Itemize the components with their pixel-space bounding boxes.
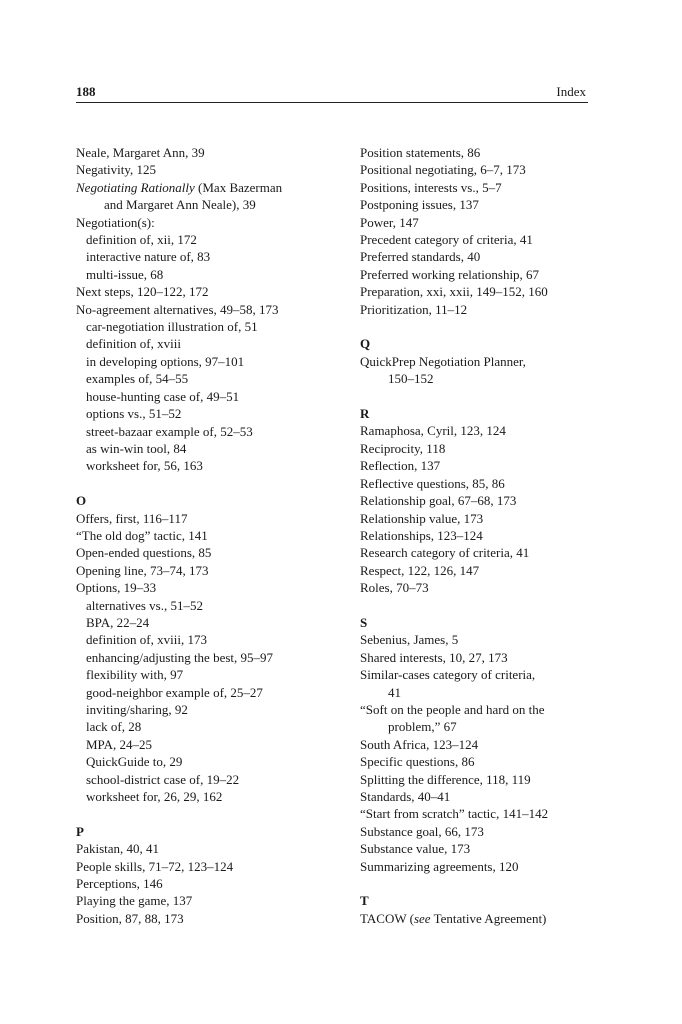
index-subentry: good-neighbor example of, 25–27 (86, 684, 263, 700)
index-entry: Preferred working relationship, 67 (360, 266, 540, 282)
section-letter-t: T (360, 893, 369, 909)
index-subentry: definition of, xii, 172 (86, 232, 197, 248)
index-entry: Positions, interests vs., 5–7 (360, 179, 502, 195)
index-subentry: options vs., 51–52 (86, 406, 182, 422)
index-entry: Preparation, xxi, xxii, 149–152, 160 (360, 284, 548, 300)
index-entry: “Soft on the people and hard on the (360, 701, 545, 717)
index-entry: South Africa, 123–124 (360, 736, 479, 752)
index-entry: Precedent category of criteria, 41 (360, 232, 533, 248)
index-subentry: street-bazaar example of, 52–53 (86, 423, 253, 439)
section-letter-s: S (360, 614, 368, 630)
index-entry: No-agreement alternatives, 49–58, 173 (76, 301, 279, 317)
index-subentry: as win-win tool, 84 (86, 440, 187, 456)
index-entry: Negotiation(s): (76, 214, 155, 230)
index-subentry: car-negotiation illustration of, 51 (86, 319, 258, 335)
index-entry: Reflection, 137 (360, 458, 441, 474)
index-entry: Prioritization, 11–12 (360, 301, 468, 317)
index-entry: “Start from scratch” tactic, 141–142 (360, 806, 549, 822)
index-subentry: in developing options, 97–101 (86, 353, 245, 369)
section-letter-q: Q (360, 336, 371, 352)
index-entry: People skills, 71–72, 123–124 (76, 858, 234, 874)
index-entry: Relationships, 123–124 (360, 527, 483, 543)
index-subentry: house-hunting case of, 49–51 (86, 388, 240, 404)
index-subentry: BPA, 22–24 (86, 614, 150, 630)
index-entry: Splitting the difference, 118, 119 (360, 771, 531, 787)
index-entry: Negativity, 125 (76, 162, 157, 178)
index-entry: Position, 87, 88, 173 (76, 910, 184, 926)
index-entry: Roles, 70–73 (360, 580, 429, 596)
index-entry: Open-ended questions, 85 (76, 545, 212, 561)
index-entry: QuickPrep Negotiation Planner, (360, 353, 526, 369)
section-letter-o: O (76, 493, 87, 509)
index-entry: Standards, 40–41 (360, 788, 451, 804)
section-letter-r: R (360, 406, 370, 422)
index-entry: Specific questions, 86 (360, 754, 475, 770)
index-entry: Substance goal, 66, 173 (360, 823, 484, 839)
index-entry-continuation: problem,” 67 (388, 719, 457, 735)
index-subentry: alternatives vs., 51–52 (86, 597, 203, 613)
see-reference: see (413, 910, 431, 926)
index-entry: Reciprocity, 118 (360, 440, 446, 456)
index-subentry: worksheet for, 56, 163 (86, 458, 203, 474)
index-entry-negotiating-rationally (76, 179, 338, 196)
index-subentry: enhancing/adjusting the best, 95–97 (86, 649, 274, 665)
index-entry-tacow (360, 910, 600, 927)
index-subentry: definition of, xviii, 173 (86, 632, 207, 648)
index-entry: Research category of criteria, 41 (360, 545, 530, 561)
index-subentry: school-district case of, 19–22 (86, 771, 240, 787)
index-entry: Shared interests, 10, 27, 173 (360, 649, 508, 665)
index-entry: Similar-cases category of criteria, (360, 667, 536, 683)
index-entry: Positional negotiating, 6–7, 173 (360, 162, 526, 178)
index-entry: Summarizing agreements, 120 (360, 858, 519, 874)
index-column-right (360, 144, 600, 927)
index-entry: Respect, 122, 126, 147 (360, 562, 480, 578)
index-entry: Position statements, 86 (360, 145, 481, 160)
index-entry: Postponing issues, 137 (360, 197, 479, 213)
index-entry: “The old dog” tactic, 141 (76, 527, 208, 543)
index-entry: Substance value, 173 (360, 841, 471, 857)
index-subentry: interactive nature of, 83 (86, 249, 211, 265)
index-entry: Sebenius, James, 5 (360, 632, 459, 648)
index-entry: Offers, first, 116–117 (76, 510, 188, 526)
index-entry-continuation: 150–152 (388, 371, 434, 387)
index-entry: Pakistan, 40, 41 (76, 841, 160, 857)
running-head: Index (556, 84, 586, 99)
index-entry-text: Tentative Agreement) (430, 910, 547, 926)
index-entry: Relationship goal, 67–68, 173 (360, 493, 517, 509)
index-entry: Next steps, 120–122, 172 (76, 284, 209, 300)
index-subentry: MPA, 24–25 (86, 736, 152, 752)
index-entry-text: (Max Bazerman (194, 179, 283, 195)
index-entry: Reflective questions, 85, 86 (360, 475, 505, 491)
index-subentry: inviting/sharing, 92 (86, 701, 188, 717)
index-column-left (76, 144, 338, 927)
index-entry: Options, 19–33 (76, 580, 157, 596)
index-entry: Playing the game, 137 (76, 893, 193, 909)
index-entry-continuation: and Margaret Ann Neale), 39 (104, 197, 256, 213)
index-subentry: flexibility with, 97 (86, 667, 184, 683)
index-entry-text: TACOW ( (360, 910, 414, 926)
section-letter-p: P (76, 823, 84, 839)
page-number: 188 (76, 84, 96, 99)
index-entry: Power, 147 (360, 214, 419, 230)
index-subentry: QuickGuide to, 29 (86, 754, 183, 770)
index-subentry: multi-issue, 68 (86, 266, 164, 282)
index-entry-continuation: 41 (388, 684, 401, 700)
page-header (76, 84, 588, 103)
book-title: Negotiating Rationally (76, 179, 195, 195)
index-entry: Ramaphosa, Cyril, 123, 124 (360, 423, 506, 439)
index-entry: Preferred standards, 40 (360, 249, 481, 265)
index-subentry: examples of, 54–55 (86, 371, 189, 387)
index-entry: Opening line, 73–74, 173 (76, 562, 209, 578)
index-entry: Neale, Margaret Ann, 39 (76, 145, 205, 160)
index-subentry: worksheet for, 26, 29, 162 (86, 789, 223, 805)
index-entry: Perceptions, 146 (76, 876, 163, 892)
index-subentry: definition of, xviii (86, 336, 181, 352)
index-subentry: lack of, 28 (86, 719, 142, 735)
index-entry: Relationship value, 173 (360, 510, 484, 526)
